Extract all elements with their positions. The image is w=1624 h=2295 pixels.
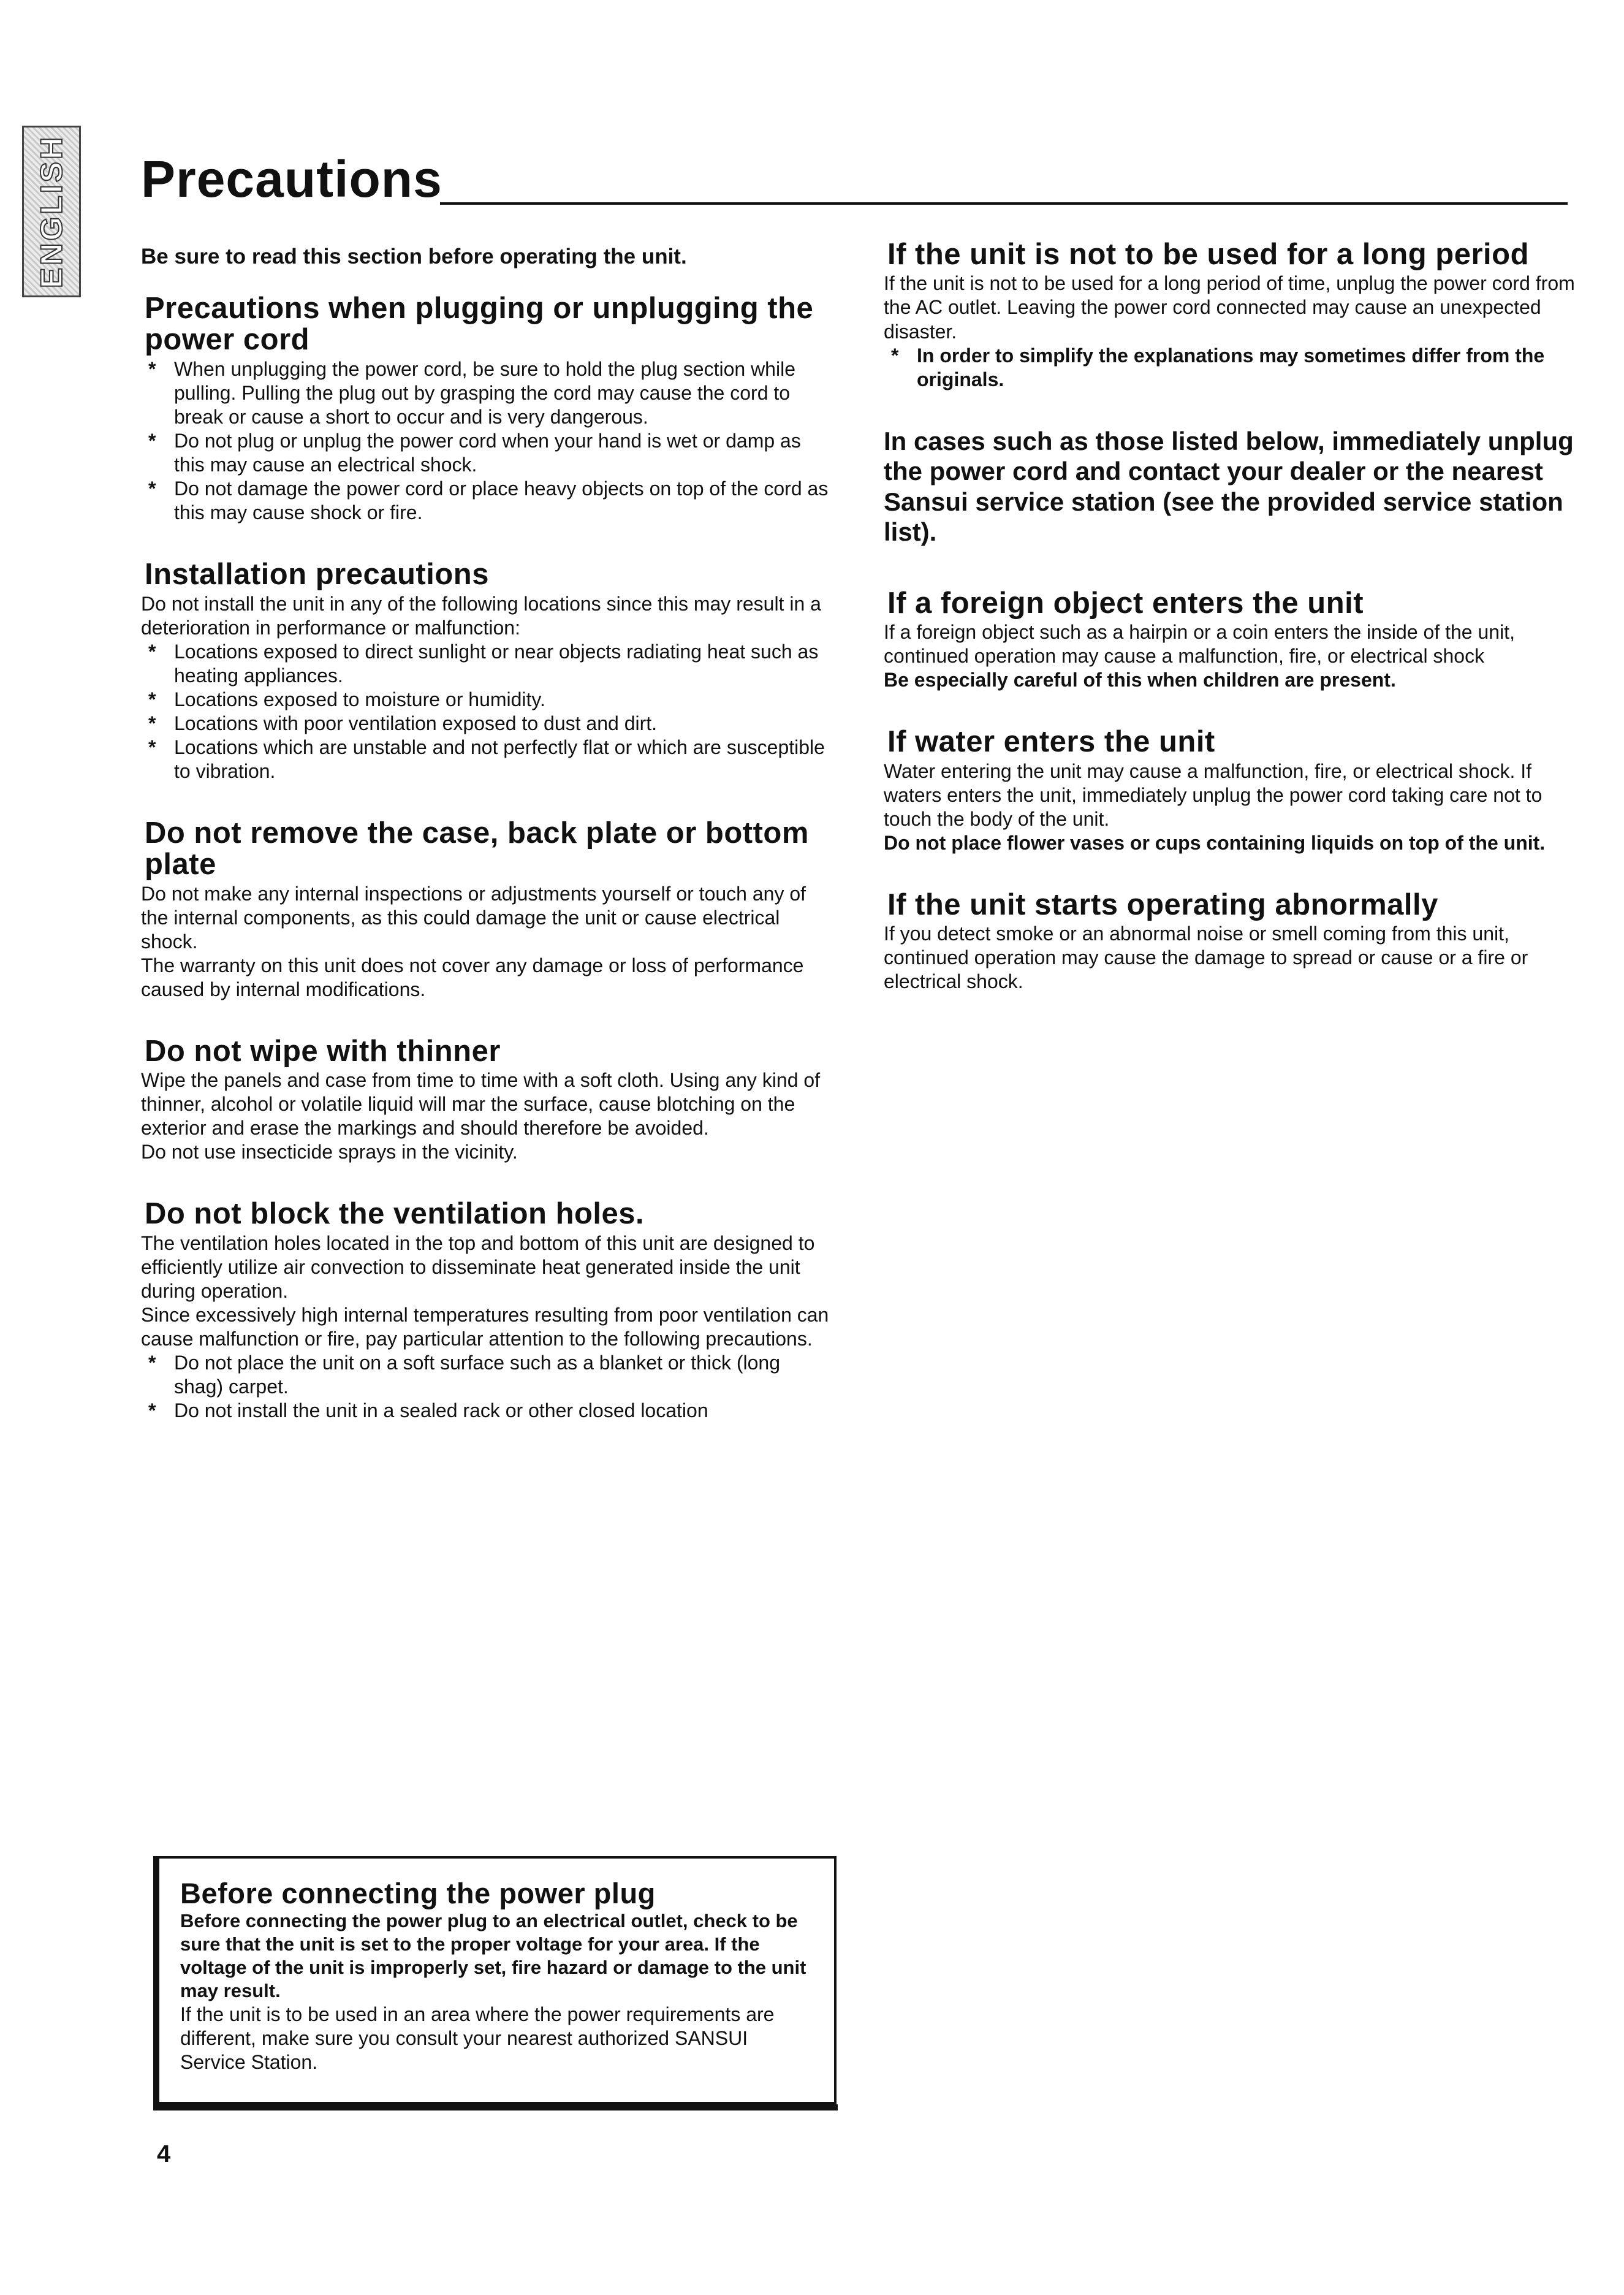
page-number: 4 xyxy=(157,2141,171,2168)
section-long-period xyxy=(884,239,1576,392)
warning-text: Do not place flower vases or cups containing liquids on top of the unit. xyxy=(884,831,1546,854)
section-text: Do not use insecticide sprays in the vicinity. xyxy=(141,1141,518,1163)
section-text: The ventilation holes located in the top and bottom of this unit are designed to efficiently utilize air convection to disseminate heat generated inside the unit during operation. xyxy=(141,1231,815,1302)
section-heading: If the unit starts operating abnormally xyxy=(887,888,1438,921)
section-text: If the unit is not to be used for a long period of time, unplug the power cord from the AC outlet. Leaving the power cord connected may cause an unexpected disaster. xyxy=(884,272,1575,343)
box-heading: Before connecting the power plug xyxy=(180,1877,656,1909)
section-text: Do not install the unit in any of the following locations since this may result in a deterioration in performance or malfunction: xyxy=(141,592,821,639)
section-heading: Do not remove the case, back plate or bottom plate xyxy=(145,816,809,881)
section-heading: Installation precautions xyxy=(145,558,489,592)
list-item: * Locations which are unstable and not perfectly flat or which are susceptible to vibration. xyxy=(141,736,833,783)
section-text: Do not make any internal inspections or adjustments yourself or touch any of the internal components, as this could damage the unit or cause electrical shock. xyxy=(141,882,806,953)
left-column xyxy=(141,244,833,1457)
section-ventilation xyxy=(141,1198,833,1423)
section-heading: Do not wipe with thinner xyxy=(145,1034,501,1068)
note-item: * In order to simplify the explanations may sometimes differ from the originals. xyxy=(884,344,1576,392)
list-item: * Locations with poor ventilation exposed to dust and dirt. xyxy=(141,712,833,736)
bullet-list xyxy=(141,640,833,783)
intro-text: Be sure to read this section before operating the unit. xyxy=(141,245,687,268)
bullet-list xyxy=(141,1351,833,1423)
bullet-list xyxy=(141,357,833,525)
list-item: * Do not place the unit on a soft surface such as a blanket or thick (long shag) carpet. xyxy=(141,1351,833,1399)
page-title: Precautions xyxy=(141,150,442,208)
section-plugging xyxy=(141,293,833,525)
language-tab xyxy=(22,126,81,297)
language-tab-label: ENGLISH xyxy=(34,134,69,289)
section-text: Since excessively high internal temperatures resulting from poor ventilation can cause malfunction or fire, pay particular attention to the following precautions. xyxy=(141,1303,829,1350)
section-text: The warranty on this unit does not cover any damage or loss of performance caused by internal modifications. xyxy=(141,954,804,1000)
list-item: * Do not plug or unplug the power cord when your hand is wet or damp as this may cause an electrical shock. xyxy=(141,429,833,477)
section-text: If you detect smoke or an abnormal noise or smell coming from this unit, continued operation may cause the damage to spread or cause or a fire or electrical shock. xyxy=(884,923,1528,993)
list-item: * Locations exposed to direct sunlight or near objects radiating heat such as heating appliances. xyxy=(141,640,833,688)
title-rule xyxy=(440,202,1568,205)
list-item: * When unplugging the power cord, be sure to hold the plug section while pulling. Pulling the plug out by grasping the cord may cause the cord to break or cause a short to occur and is very dangerous. xyxy=(141,357,833,429)
box-text: If the unit is to be used in an area where the power requirements are different, make sure you consult your nearest authorized SANSUI Service Station. xyxy=(180,2003,775,2073)
section-text: Water entering the unit may cause a malfunction, fire, or electrical shock. If waters enters the unit, immediately unplug the power cord taking care not to touch the body of the unit. xyxy=(884,759,1542,830)
note-list xyxy=(884,344,1576,392)
section-heading: If the unit is not to be used for a long period xyxy=(887,238,1530,271)
section-water xyxy=(884,726,1576,855)
section-abnormal xyxy=(884,889,1576,994)
section-text: If a foreign object such as a hairpin or a coin enters the inside of the unit, continued operation may cause a malfunction, fire, or electrical shock xyxy=(884,621,1515,668)
section-heading: If a foreign object enters the unit xyxy=(887,586,1364,620)
list-item: * Do not install the unit in a sealed rack or other closed location xyxy=(141,1399,833,1423)
emergency-notice: In cases such as those listed below, immediately unplug the power cord and contact your dealer or the nearest Sansui service station (see the provided service station list). xyxy=(884,426,1574,547)
list-item: * Do not damage the power cord or place heavy objects on top of the cord as this may cause shock or fire. xyxy=(141,477,833,525)
section-case xyxy=(141,818,833,1002)
warning-text: Be especially careful of this when children are present. xyxy=(884,669,1396,691)
section-thinner xyxy=(141,1036,833,1165)
right-column xyxy=(884,239,1576,1028)
box-bold-text: Before connecting the power plug to an electrical outlet, check to be sure that the unit is set to the proper voltage for your area. If the voltage of the unit is improperly set, fire hazard or damage to the unit may result. xyxy=(180,1910,806,2001)
section-installation xyxy=(141,559,833,783)
section-text: Wipe the panels and case from time to time with a soft cloth. Using any kind of thinner, alcohol or volatile liquid will mar the surface, cause blotching on the exterior and erase the markings and should therefore be avoided. xyxy=(141,1069,821,1140)
section-heading: Precautions when plugging or unplugging the power cord xyxy=(145,292,814,357)
power-plug-notice-box xyxy=(153,1856,837,2104)
list-item: * Locations exposed to moisture or humidity. xyxy=(141,688,833,712)
section-heading: If water enters the unit xyxy=(887,725,1215,759)
section-foreign-object xyxy=(884,588,1576,693)
section-heading: Do not block the ventilation holes. xyxy=(145,1197,645,1231)
